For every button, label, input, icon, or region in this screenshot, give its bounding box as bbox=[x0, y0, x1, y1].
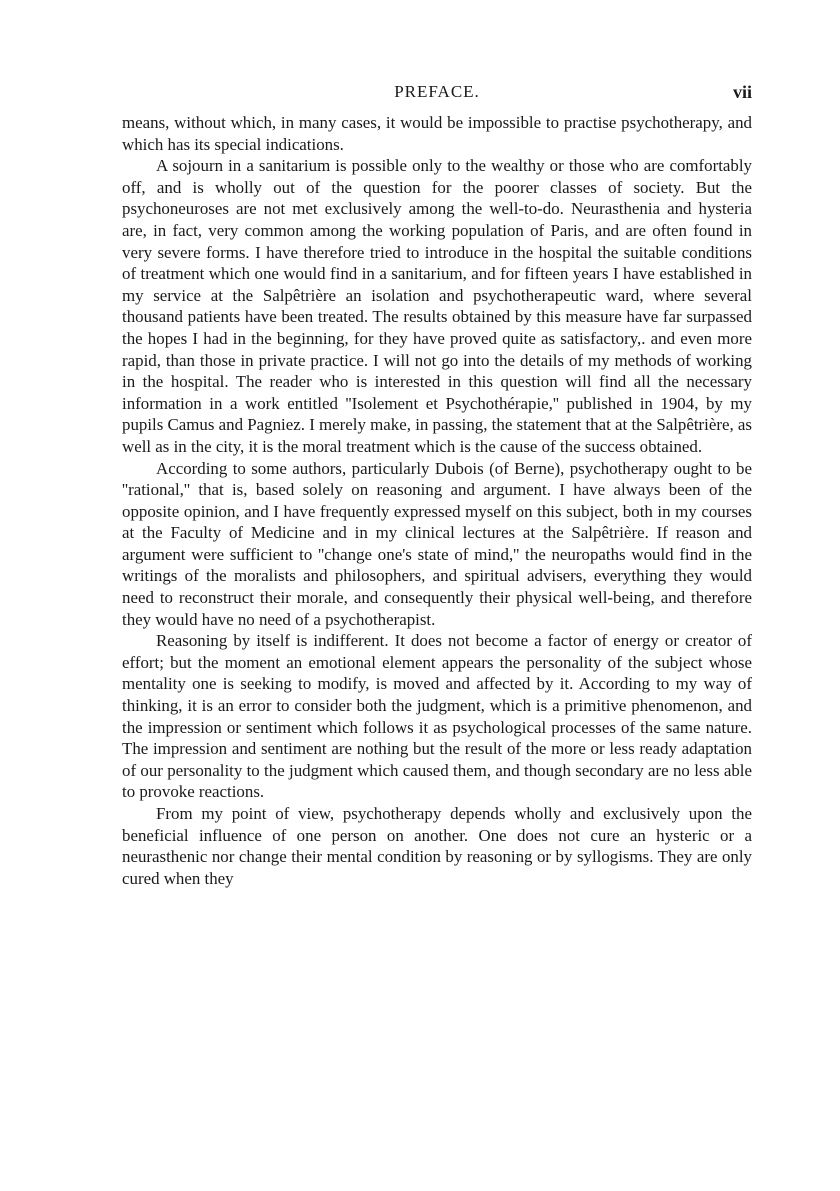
running-title: PREFACE. bbox=[394, 82, 480, 101]
book-page bbox=[122, 82, 752, 889]
paragraph-rational-psychotherapy: According to some authors, particularly Dubois (of Berne), psychotherapy ought to be ''rational,'' that is, based solely on reasoning and argument. I have always been of the opposite opinion, and I have frequently expressed myself on this subject, both in my courses at the Faculty of Medicine and in my clinical lectures at the Salpêtrière. If reason and argument were sufficient to ''change one's state of mind,'' the neuropaths would find in the writings of the moralists and philosophers, and spiritual advisers, everything they would need to reconstruct their morale, and consequently their physical well-being, and therefore they would have no need of a psychotherapist. bbox=[122, 458, 752, 629]
paragraph-influence: From my point of view, psychotherapy depends wholly and exclusively upon the beneficial influence of one person on another. One does not cure an hysteric or a neurasthenic nor change their mental condition by reasoning or by syllogisms. They are only cured when they bbox=[122, 804, 752, 888]
paragraph-reasoning: Reasoning by itself is indifferent. It does not become a factor of energy or creator of effort; but the moment an emotional element appears the personality of the subject whose mentality one is seeking to modify, is moved and affected by it. According to my way of thinking, it is an error to consider both the judgment, which is a primitive phenomenon, and the impression or sentiment which follows it as psychological processes of the same nature. The impression and sentiment are nothing but the result of the more or less ready adaptation of our personality to the judgment which caused them, and though secondary are no less able to provoke reactions. bbox=[122, 631, 752, 802]
body-text bbox=[122, 112, 752, 889]
paragraph-sanitarium: A sojourn in a sanitarium is possible only to the wealthy or those who are comfortably off, and is wholly out of the question for the poorer classes of society. But the psychoneuroses are not met exclusively among the well-to-do. Neurasthenia and hysteria are, in fact, very common among the working population of Paris, and are often found in very severe forms. I have therefore tried to introduce in the hospital the suitable conditions of treatment which one would find in a sanitarium, and for fifteen years I have established in my service at the Salpêtrière an isolation and psychotherapeutic ward, where several thousand patients have been treated. The results obtained by this measure have far surpassed the hopes I had in the beginning, for they have proved quite as satisfactory,. and even more rapid, than those in private practice. I will not go into the details of my methods of working in the hospital. The reader who is interested in this question will find all the necessary information in a work entitled ''Isolement et Psychothérapie,'' published in 1904, by my pupils Camus and Pagniez. I merely make, in passing, the statement that at the Salpêtrière, as well as in the city, it is the moral treatment which is the cause of the success obtained. bbox=[122, 156, 752, 456]
page-header bbox=[122, 82, 752, 106]
page-number: vii bbox=[732, 82, 752, 102]
paragraph-continued: means, without which, in many cases, it would be impossible to practise psychotherapy, and which has its special indications. bbox=[122, 113, 752, 154]
